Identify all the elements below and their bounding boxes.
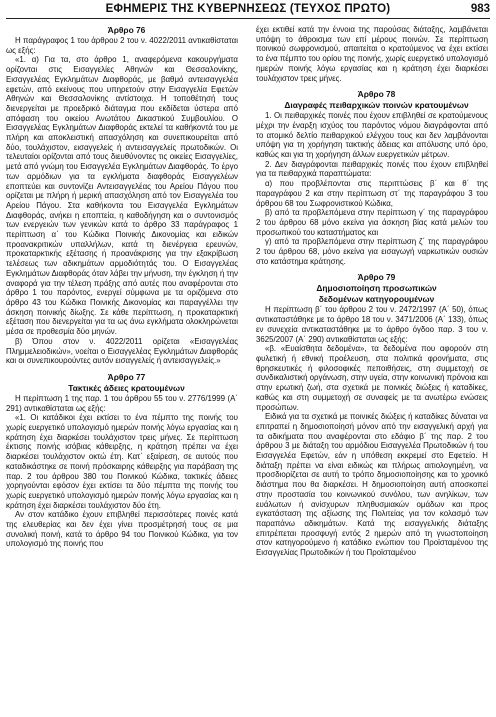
article-79-subtitle: Δημοσιοποίηση προσωπικών <box>316 283 437 294</box>
header-rule <box>6 18 490 19</box>
article-77-paragraph: Αν στον κατάδικο έχουν επιβληθεί περισσότερες ποινές κατά της ελευθερίας και δεν έχει γίνει προσμέτρησή τους σε μια συνολική ποινή, κατά το άρθρο 94 του Ποινικού Κώδικα, για τον υπολογισμό της ποινής που <box>6 510 238 549</box>
article-79-title: Άρθρο 79 <box>357 272 396 283</box>
article-78-paragraph: β) από τα προβλεπόμενα στην περίπτωση γ΄ της παραγράφου 2 του άρθρου 68 μόνο εκείνα για άσκηση βίας κατά μελών του προσωπικού του καταστήματος και <box>256 208 488 237</box>
article-76-paragraph: «1. α) Για τα, στο άρθρο 1, αναφερόμενα κακουργήματα ορίζονται στις Εισαγγελίες Αθηνών και Θεσσαλονίκης, Εισαγγελέας Εγκλημάτων Διαφθοράς, με βαθμό αντεισαγγελέα εφετών, από εκείνους που υπηρετούν στην Εισαγγελία Εφετών Αθηνών και Θεσσαλονίκης αντίστοιχα. Η τοποθέτησή τους διενεργείται με προεδρικό διάταγμα που εκδίδεται ύστερα από απόφαση του οικείου Ανωτάτου Δικαστικού Συμβουλίου. Ο Εισαγγελέας Εγκλημάτων Διαφθοράς εκτελεί τα καθήκοντά του με πλήρη και αποκλειστική απασχόληση και συνεπικουρείται από δύο, τουλάχιστον, εισαγγελείς ή αντεισαγγελείς πρωτοδικών. Οι τελευταίοι ορίζονται από τους διευθύνοντες τις οικείες Εισαγγελίες, μετά από γνώμη του Εισαγγελέα Εγκλημάτων Διαφθοράς. Το έργο των αρμόδιων για τα εγκλήματα διαφθοράς Εισαγγελέων εποπτεύει και συντονίζει Αντεισαγγελέας του Αρείου Πάγου που ορίζεται με πλήρη ή μερική απασχόληση από τον Εισαγγελέα του Αρείου Πάγου. Στα καθήκοντα του Εισαγγελέα Εγκλημάτων Διαφθοράς, ανήκει η εποπτεία, η καθοδήγηση και ο συντονισμός των ενεργειών των γενικών κατά το άρθρο 33 παράγραφος 1 περίπτωση α΄ του Κώδικα Ποινικής Δικονομίας και ειδικών προανακριτικών υπαλλήλων, κατά τη διενέργεια ερευνών, προκαταρκτικής εξέτασης ή προανάκρισης για την εξακρίβωση τελέσεως των αδικημάτων αρμοδιότητάς του. Ο Εισαγγελέας Εγκλημάτων Διαφθοράς όταν λάβει την μήνυση, την έγκληση ή την αναφορά για την τέλεση πράξης από αυτές που αναφέρονται στο άρθρο 1 του παρόντος, ενεργεί σύμφωνα με τα οριζόμενα στο άρθρο 43 του Κώδικα Ποινικής Δικονομίας και παραγγέλλει την άσκηση ποινικής δίωξης. Σε κάθε περίπτωση, η προκαταρκτική εξέταση που διενεργείται για τα ως άνω εγκλήματα ολοκληρώνεται μέσα σε προθεσμία δύο μηνών. <box>6 55 238 337</box>
left-column <box>6 25 238 713</box>
article-76-paragraph: Η παράγραφος 1 του άρθρου 2 του ν. 4022/2011 αντικαθίσταται ως εξής: <box>6 36 238 55</box>
article-77-paragraph: Η περίπτωση 1 της παρ. 1 του άρθρου 55 του ν. 2776/1999 (Α΄ 291) αντικαθίσταται ως εξής: <box>6 393 238 413</box>
article-79-subtitle: δεδομένων κατηγορουμένων <box>318 294 435 305</box>
article-78-paragraph: α) που προβλέπονται στις περιπτώσεις β΄ και θ΄ της παραγράφου 2 και στην περίπτωση στ΄ της παραγράφου 3 του άρθρου 68 του Σωφρονιστικού Κώδικα, <box>256 179 488 208</box>
article-77-subtitle: Τακτικές άδειες κρατουμένων <box>68 382 185 393</box>
article-76-paragraph: β) Όπου στον ν. 4022/2011 ορίζεται «Εισαγγελέας Πλημμελειοδικών», νοείται ο Εισαγγελέας Εγκλημάτων Διαφθοράς και οι συνεπικουρούντες αυτόν εισαγγελείς ή αντεισαγγελείς.» <box>6 336 238 366</box>
right-column <box>256 25 488 713</box>
article-78-subtitle: Διαγραφές πειθαρχικών ποινών κρατουμένων <box>284 100 469 111</box>
article-79-paragraph: «β. «Ευαίσθητα δεδομένα», τα δεδομένα που αφορούν στη φυλετική ή εθνική προέλευση, στα πολιτικά φρονήματα, στις θρησκευτικές ή φιλοσοφικές πεποιθήσεις, στη συμμετοχή σε συνδικαλιστική οργάνωση, στην υγεία, στην κοινωνική πρόνοια και στην ερωτική ζωή, στα σχετικά με ποινικές διώξεις ή καταδίκες, καθώς και στη συμμετοχή σε συναφείς με τα ανωτέρω ενώσεις προσώπων. <box>256 344 488 412</box>
article-77-continuation: έχει εκτιθεί κατά την έννοια της παρούσας διάταξης, λαμβάνεται υπόψη το άθροισμα των επί μέρους ποινών. Σε περίπτωση ποινικού σωφρονισμού, απαιτείται ο κρατούμενος να έχει εκτίσει το ένα πέμπτο του ορίου της ποινής, χωρίς ευεργετικό υπολογισμό ημερών ποινής λόγω εργασίας και η κράτηση έχει διαρκέσει τουλάχιστον τρεις μήνες. <box>256 25 488 83</box>
article-76-title: Άρθρο 76 <box>107 25 146 35</box>
article-79-paragraph: Ειδικά για τα σχετικά με ποινικές διώξεις ή καταδίκες δύναται να επιτραπεί η δημοσιοποίησή μόνον από την εισαγγελική αρχή για τα αδικήματα που αναφέρονται στο εδάφιο β΄ της παρ. 2 του άρθρου 3 με διάταξη του αρμόδιου Εισαγγελέα Πρωτοδικών ή του Εισαγγελέα Εφετών, εάν η υπόθεση εκκρεμεί στο Εφετείο. Η διάταξη πρέπει να είναι ειδικώς και πλήρως αιτιολογημένη, να προσδιορίζεται σε αυτή το τρόπο δημοσιοποίησης και το χρονικό διάστημα που θα διαρκέσει. Η δημοσιοποίηση αυτή αποσκοπεί στην προστασία του κοινωνικού συνόλου, των ανηλίκων, των ευάλωτων ή ανίσχυρων πληθυσμιακών ομάδων και προς εγκατάσταση της αξίωσης της Πολιτείας για τον κολασμό των παραπάνω αδικημάτων. Κατά της εισαγγελικής διάταξης επιτρέπεται προσφυγή εντός 2 ημερών από τη γνωστοποίηση στον κατηγορούμενο ή κατάδικο ενώπιον του Προϊσταμένου της Εισαγγελίας Πρωτοδικών ή του Προϊσταμένου <box>256 412 488 558</box>
article-78-paragraph: γ) από τα προβλεπόμενα στην περίπτωση ζ΄ της παραγράφου 2 του άρθρου 68, μόνο εκείνα για εισαγωγή ναρκωτικών ουσιών στο κατάστημα κράτησης. <box>256 237 488 266</box>
article-77-paragraph: «1. Οι κατάδικοι έχει εκτίσει το ένα πέμπτο της ποινής του χωρίς ευεργετικό υπολογισμό ημερών ποινής λόγω εργασίας και η κράτηση έχει διαρκέσει τουλάχιστον τρεις μήνες. Σε περίπτωση έκτισης ποινής ισόβιας κάθειρξης, η κράτηση πρέπει να έχει διαρκέσει τουλάχιστον οκτώ έτη. Κατ΄ εξαίρεση, σε αυτούς που καταδικάστηκε σε ποινή πρόσκαιρης κάθειρξης για παράβαση της παρ. 2 του άρθρου 380 του Ποινικού Κώδικα, τακτικές άδειες χορηγούνται εφόσον έχει εκτίσει τα δύο πέμπτα της ποινής του χωρίς ευεργετικό υπολογισμό ημερών ποινής λόγω εργασίας και η κράτηση έχει διαρκέσει τουλάχιστον δύο έτη. <box>6 413 238 510</box>
article-78-title: Άρθρο 78 <box>357 89 396 100</box>
page-number: 983 <box>470 3 490 15</box>
article-78-paragraph: 2. Δεν διαγράφονται πειθαρχικές ποινές που έχουν επιβληθεί για τα πειθαρχικά παραπτώματα: <box>256 159 488 179</box>
page-header <box>6 3 490 17</box>
article-78-paragraph: 1. Οι πειθαρχικές ποινές που έχουν επιβληθεί σε κρατούμενους μέχρι την έναρξη ισχύος του παρόντος νόμου διαγράφονται από το ατομικό δελτίο πειθαρχικού ελέγχου τους και δεν λαμβάνονται υπόψη για τη χορήγηση τακτικής άδειας και απόλυσης υπό όρο, καθώς και για τη χορήγηση άλλων ευεργετικών μέτρων. <box>256 111 488 160</box>
article-77-title: Άρθρο 77 <box>107 371 146 382</box>
article-79-paragraph: Η περίπτωση β΄ του άρθρου 2 του ν. 2472/1997 (Α΄ 50), όπως αντικαταστάθηκε με το άρθρο 18 του ν. 3471/2006 (Α΄ 133), όπως εν συνεχεία αντικαταστάθηκε με το άρθρο όγδοο παρ. 3 του ν. 3625/2007 (Α΄ 290) αντικαθίσταται ως εξής: <box>256 305 488 344</box>
gazette-title: ΕΦΗΜΕΡΙΣ ΤΗΣ ΚΥΒΕΡΝΗΣΕΩΣ (ΤΕΥΧΟΣ ΠΡΩΤΟ) <box>105 3 391 15</box>
